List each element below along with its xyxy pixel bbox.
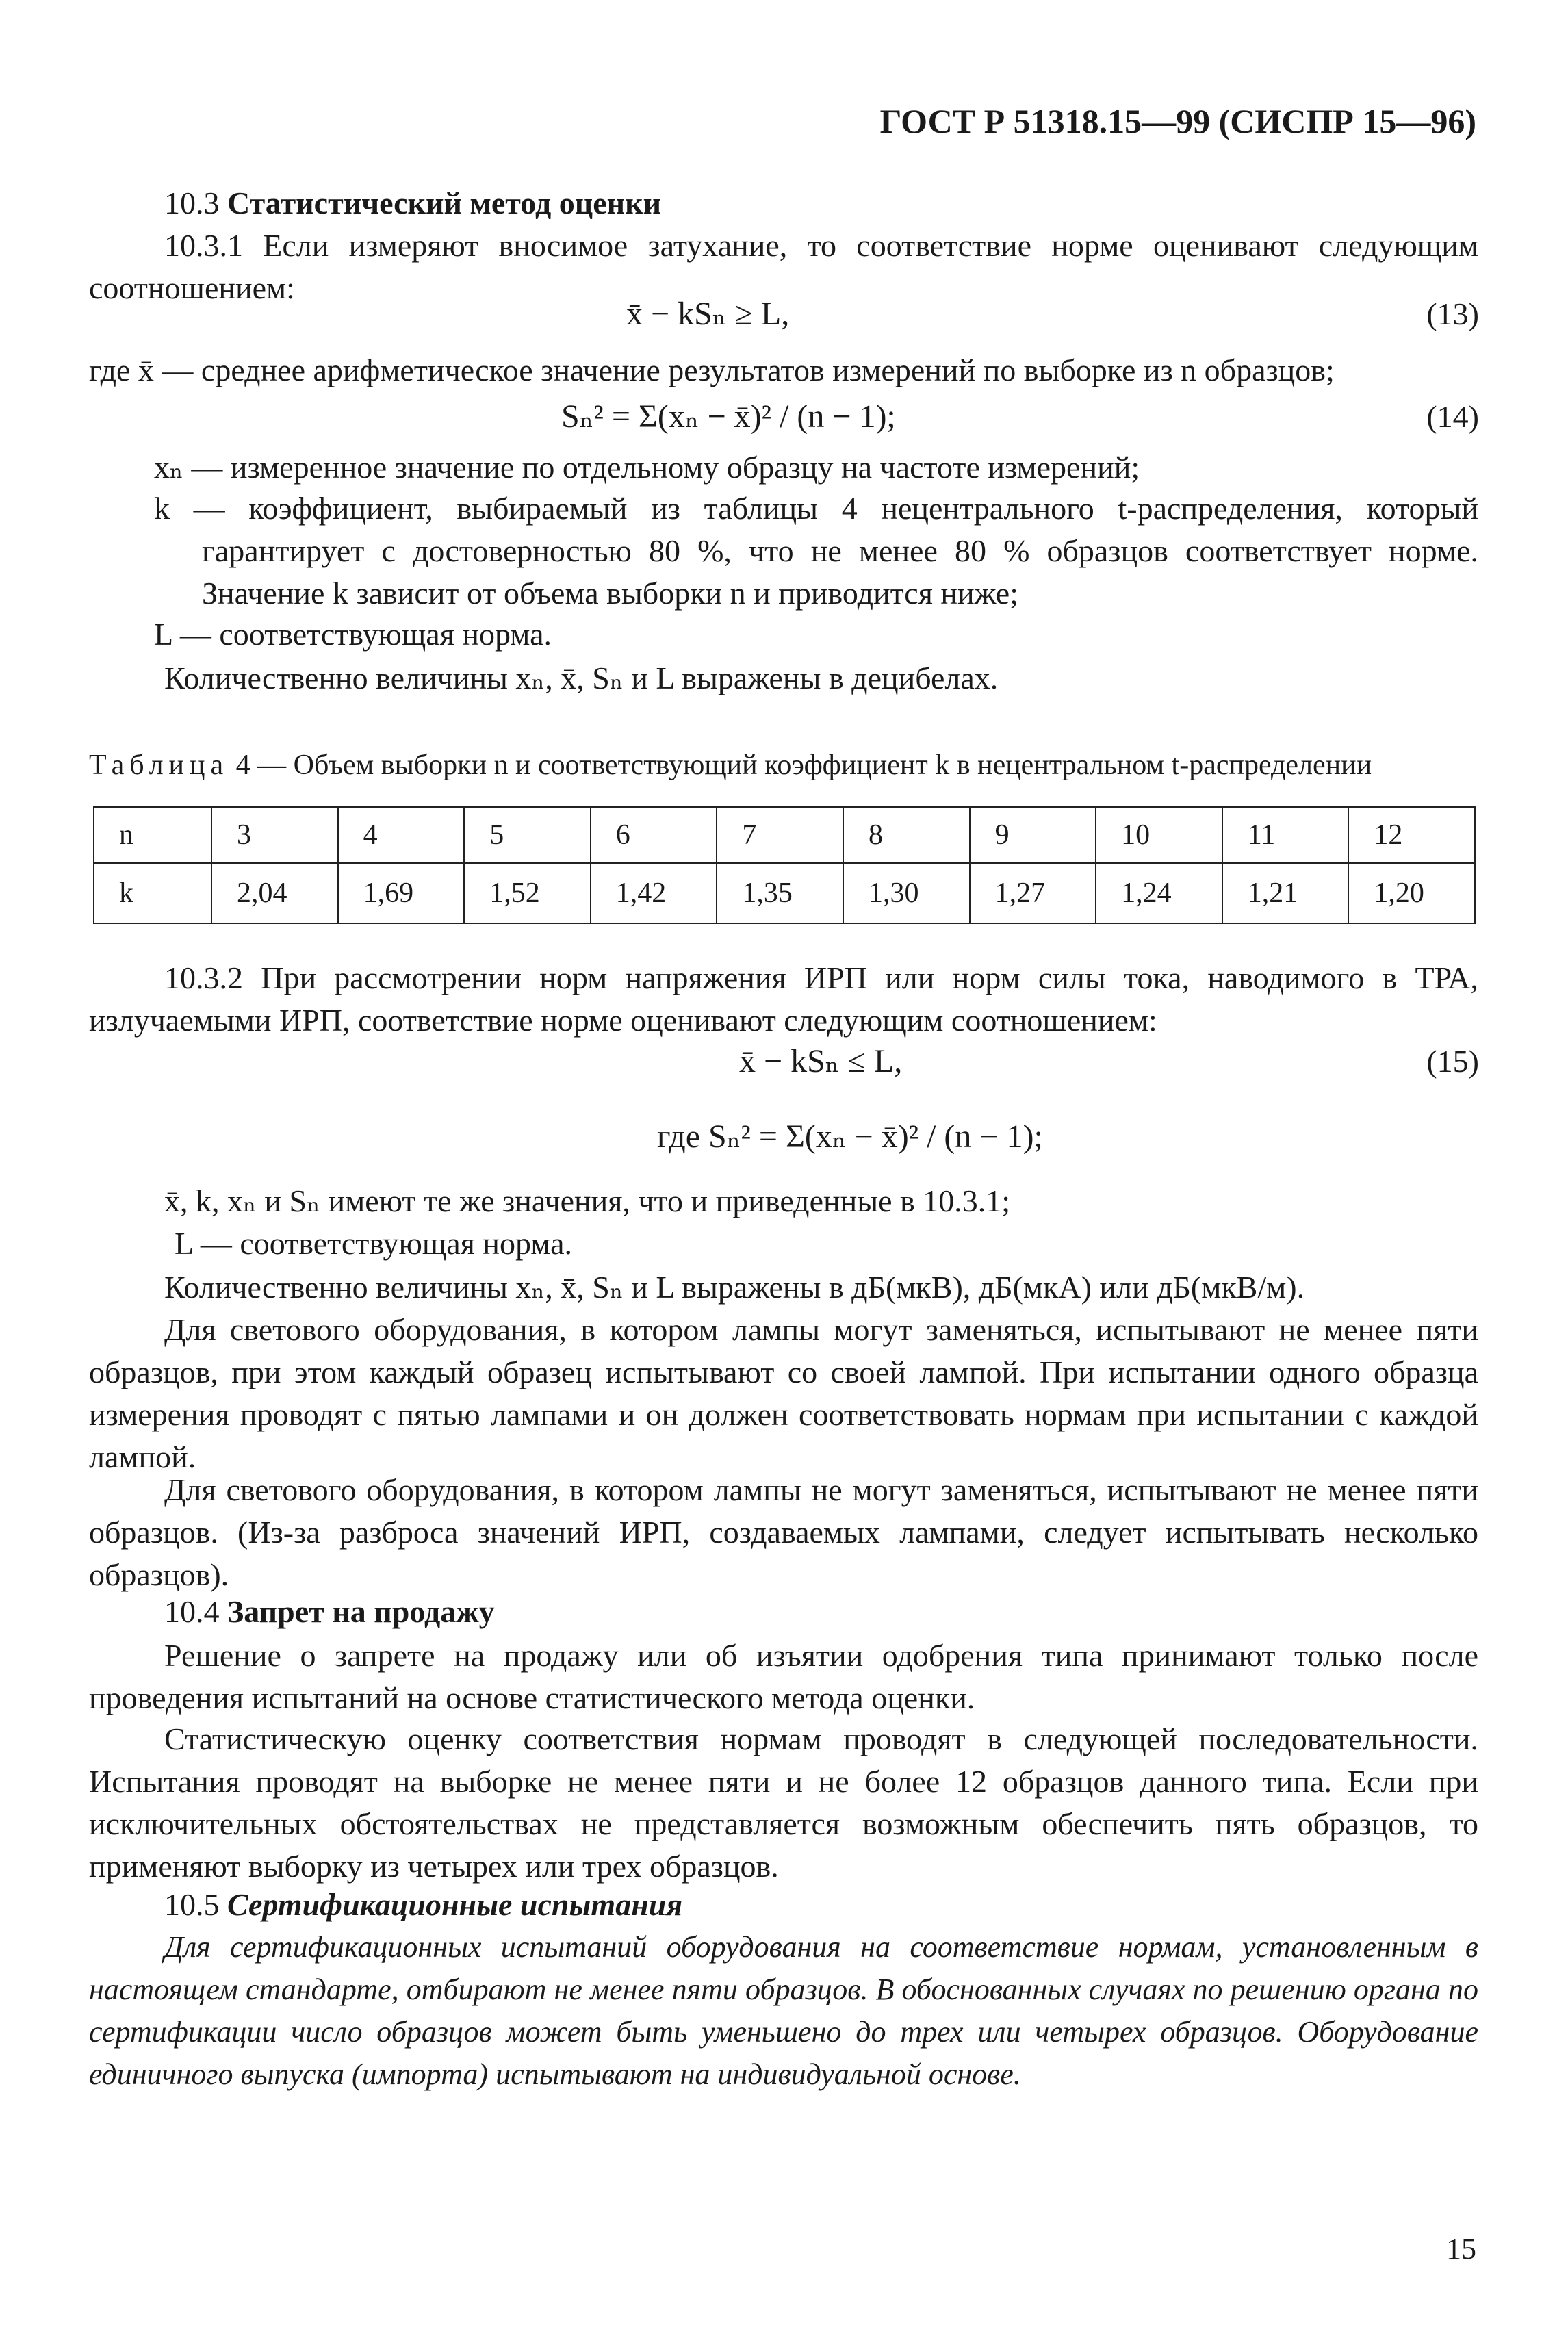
table-row: [94, 863, 1475, 923]
table-cell: 1,27: [970, 863, 1096, 923]
definition-L: L — соответствующая норма.: [154, 617, 552, 652]
table-cell: 12: [1348, 807, 1475, 863]
page-number: 15: [1446, 2232, 1476, 2266]
formula-14: Sₙ² = Σ(xₙ − x̄)² / (n − 1);: [561, 398, 896, 435]
section-10-3-heading: [164, 182, 661, 225]
table-cell: 10: [1096, 807, 1222, 863]
table-cell: 1,20: [1348, 863, 1475, 923]
paragraph-10-4-2: Статистическую оценку соответствия нормам проводят в следующей последовательности. Испытания проводят на выборке не менее пяти и не более 12 образцов данного типа. Если при исключительных обстоятельствах не представляется возможным обеспечить пять образцов, то применяют выборку из четырех или трех образцов.: [89, 1721, 1478, 1884]
section-10-4-heading: [164, 1591, 495, 1633]
equation-number-13: (13): [1426, 296, 1479, 331]
units-note-2: Количественно величины xₙ, x̄, Sₙ и L выражены в дБ(мкВ), дБ(мкА) или дБ(мкВ/м).: [164, 1270, 1305, 1305]
table-cell: 1,69: [338, 863, 465, 923]
document-header: ГОСТ Р 51318.15—99 (СИСПР 15—96): [879, 102, 1476, 140]
definition-L-2: L — соответствующая норма.: [175, 1226, 572, 1261]
section-10-5-heading: [164, 1884, 682, 1926]
equation-number-15: (15): [1426, 1044, 1479, 1079]
table-cell: 5: [464, 807, 591, 863]
table-cell: k: [94, 863, 211, 923]
definition-k: k — коэффициент, выбираемый из таблицы 4 нецентрального t-распределения, который гарантирует с достоверностью 80 %, что не менее 80 % образцов соответствует норме. Значение k зависит от объема выборки n и приводится ниже;: [154, 491, 1478, 611]
formula-13: x̄ − kSₙ ≥ L,: [626, 296, 790, 332]
equation-number-14: (14): [1426, 399, 1479, 434]
units-note: Количественно величины xₙ, x̄, Sₙ и L выражены в децибелах.: [164, 661, 999, 695]
table-cell: 2,04: [211, 863, 338, 923]
paragraph-lamps-fixed: Для светового оборудования, в котором лампы не могут заменяться, испытывают не менее пяти образцов. (Из-за разброса значений ИРП, создаваемых лампами, следует испытывать несколько образцов).: [89, 1472, 1478, 1592]
table-cell: 11: [1222, 807, 1349, 863]
table-cell: 3: [211, 807, 338, 863]
paragraph-10-4-1: Решение о запрете на продажу или об изъятии одобрения типа принимают только после проведения испытаний на основе статистического метода оценки.: [89, 1638, 1478, 1715]
table-cell: 4: [338, 807, 465, 863]
definition-x-mean: где x̄ — среднее арифметическое значение результатов измерений по выборке из n образцов;: [89, 352, 1335, 387]
table-4-caption: [89, 746, 1372, 784]
paragraph-10-3-2: 10.3.2 При рассмотрении норм напряжения ИРП или норм силы тока, наводимого в ТРА, излучаемыми ИРП, соответствие норме оценивают следующим соотношением:: [89, 960, 1478, 1038]
section-title: Запрет на продажу: [227, 1594, 495, 1629]
table-cell: 1,42: [591, 863, 717, 923]
table-cell: 1,35: [717, 863, 843, 923]
table-cell: 1,24: [1096, 863, 1222, 923]
table-cell: n: [94, 807, 211, 863]
paragraph-lamps-replaceable: Для светового оборудования, в котором лампы могут заменяться, испытывают не менее пяти образцов, при этом каждый образец испытывают со своей лампой. При испытании одного образца измерения проводят с пятью лампами и он должен соответствовать нормам при испытании с каждой лампой.: [89, 1312, 1478, 1474]
section-title: Статистический метод оценки: [227, 185, 662, 220]
section-title: Сертификационные испытания: [227, 1887, 683, 1922]
section-number: 10.4: [164, 1594, 220, 1629]
section-number: 10.3: [164, 185, 220, 220]
same-meanings-note: x̄, k, xₙ и Sₙ имеют те же значения, что и приведенные в 10.3.1;: [164, 1183, 1011, 1218]
table-4: [93, 806, 1476, 924]
section-number: 10.5: [164, 1887, 220, 1922]
paragraph-10-3-1: 10.3.1 Если измеряют вносимое затухание, то соответствие норме оценивают следующим соотношением:: [89, 228, 1478, 305]
table-cell: 8: [843, 807, 970, 863]
table-label: Таблица: [89, 749, 229, 781]
paragraph-10-5: Для сертификационных испытаний оборудования на соответствие нормам, установленным в настоящем стандарте, отбирают не менее пяти образцов. В обоснованных случаях по решению органа по сертификации число образцов может быть уменьшено до трех или четырех образцов. Оборудование единичного выпуска (импорта) испытывают на индивидуальной основе.: [89, 1930, 1478, 2091]
definition-xn: xₙ — измеренное значение по отдельному образцу на частоте измерений;: [154, 450, 1140, 485]
table-cell: 7: [717, 807, 843, 863]
table-cell: 6: [591, 807, 717, 863]
formula-15: x̄ − kSₙ ≤ L,: [739, 1043, 903, 1079]
table-cell: 1,30: [843, 863, 970, 923]
table-caption-text: 4 — Объем выборки n и соответствующий коэффициент k в нецентральном t-распределении: [235, 749, 1372, 781]
table-cell: 1,52: [464, 863, 591, 923]
table-row: [94, 807, 1475, 863]
table-cell: 9: [970, 807, 1096, 863]
formula-15-where: где Sₙ² = Σ(xₙ − x̄)² / (n − 1);: [657, 1118, 1043, 1155]
table-cell: 1,21: [1222, 863, 1349, 923]
